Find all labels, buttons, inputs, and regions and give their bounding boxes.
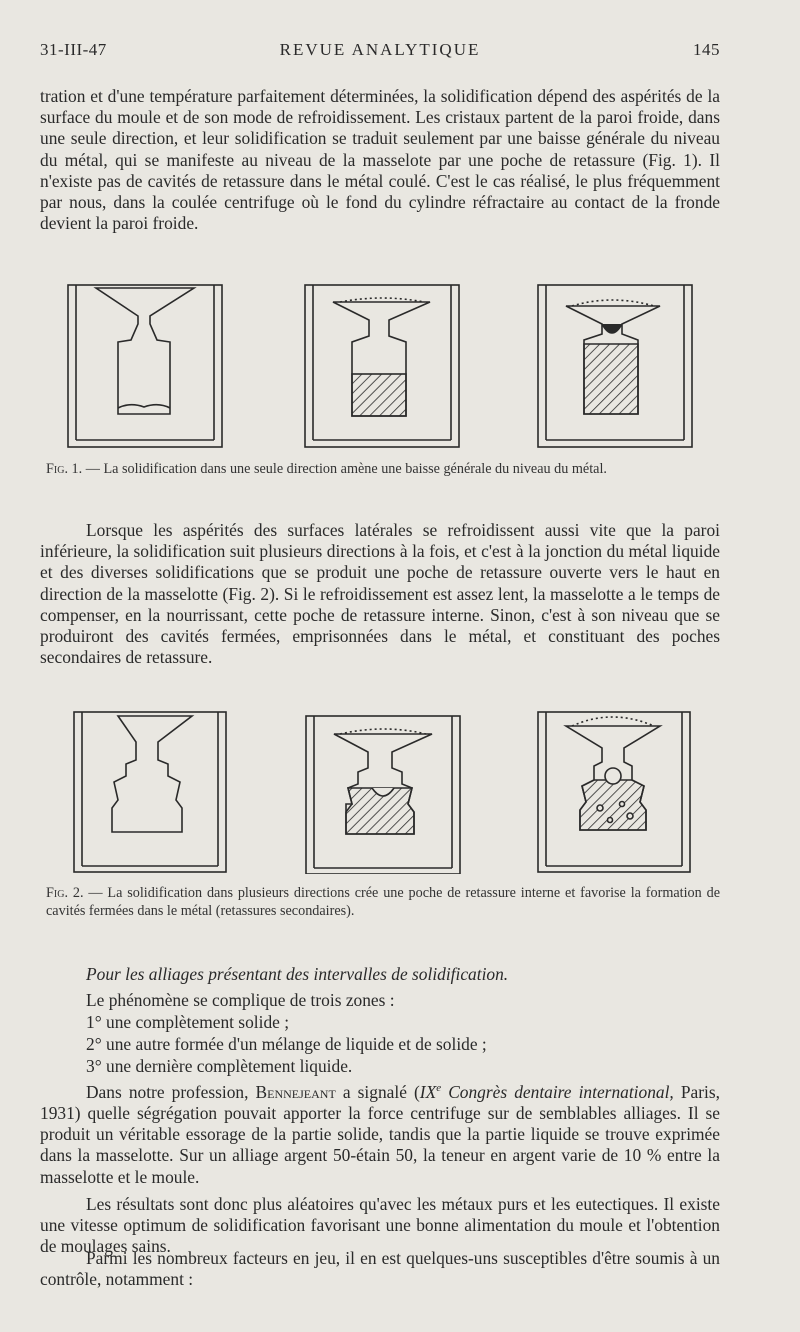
paragraph-bennejeant (40, 1078, 720, 1188)
journal-title: REVUE ANALYTIQUE (279, 40, 481, 59)
zone-3: 3° une dernière complètement liquide. (86, 1056, 353, 1076)
page-number: 145 (693, 40, 720, 59)
fig1-mold-1 (68, 285, 222, 447)
figure-1-caption (40, 460, 726, 478)
p4-ital-1: IX (419, 1081, 437, 1102)
figure-1 (0, 280, 800, 450)
fig1-mold-2 (305, 285, 459, 447)
section-title: Pour les alliages présentant des intervalles de solidification. (86, 964, 509, 984)
zone-1: 1° une complètement solide ; (86, 1012, 290, 1032)
fig1-label: Fig. 1. (46, 461, 83, 477)
fig1-mold-3 (538, 285, 692, 447)
header-date: 31-III-47 (40, 40, 107, 59)
p4-sup: e (436, 1082, 442, 1094)
figure-2 (0, 704, 800, 874)
fig2-mold-1 (74, 712, 226, 872)
paragraph-factors: Parmi les nombreux facteurs en jeu, il en est quelques-uns susceptibles d'être soumis à un contrôle, notamment : (40, 1248, 720, 1290)
zone-2: 2° une autre formée d'un mélange de liquide et de solide ; (86, 1034, 487, 1054)
fig2-mold-3 (538, 712, 690, 872)
author-name: Bennejeant (255, 1081, 336, 1102)
running-header (40, 40, 720, 64)
paragraph-results: Les résultats sont donc plus aléatoires qu'avec les métaux purs et les eutectiques. Il existe une vitesse optimum de solidification favorisant une bonne alimentation du moule et l'obtention de moulages sains. (40, 1194, 720, 1257)
p4-ital-2: Congrès dentaire international, (441, 1081, 674, 1102)
fig2-mold-2 (306, 716, 460, 874)
p4-text-b: a signalé ( (335, 1081, 420, 1102)
paragraph-intro: tration et d'une température parfaitement déterminées, la solidification dépend des aspérités de la surface du moule et de son mode de refroidissement. Les cristaux partent de la paroi froide, dans une seule direction, et leur solidification se traduit seulement par une baisse générale du niveau du métal, qui se manifeste au niveau de la masselote par une poche de retassure (Fig. 1). Il n'existe pas de cavités de retassure dans le métal coulé. C'est le cas réalisé, le plus fréquemment par nous, dans la coulée centrifuge où le fond du cylindre réfractaire au contact de la fronde devient la paroi froide. (40, 86, 720, 234)
p4-text-c: Paris, 1931) quelle ségrégation pouvait apporter la force centrifuge sur de semblables alliages. Il se produit un véritable essorage de la partie solide, tandis que la partie liquide se trouve exprimée dans la masselotte. Sur un alliage argent 50-étain 50, la teneur en argent varie de 10 % entre la masselotte et le moule. (40, 1081, 720, 1187)
fig1-text: — La solidification dans une seule direction amène une baisse générale du niveau du métal. (82, 461, 607, 477)
p4-text-a: Dans notre profession, (86, 1081, 256, 1102)
zones-intro: Le phénomène se complique de trois zones : (86, 990, 395, 1010)
paragraph-multi-direction: Lorsque les aspérités des surfaces latérales se refroidissent aussi vite que la paroi inférieure, la solidification suit plusieurs directions à la fois, et c'est à la jonction du métal liquide et des diverses solidifications que se produit une poche de retassure ouverte vers le haut en direction de la masselotte (Fig. 2). Si le refroidissement est assez lent, la masselotte a le temps de compenser, en la nourrissant, cette poche de retassure interne. Sinon, c'est à son niveau que se produiront des cavités fermées, emprisonnées dans le métal, et constituant des poches secondaires de retassure. (40, 520, 720, 668)
figure-2-caption (40, 884, 720, 920)
fig2-text: — La solidification dans plusieurs directions crée une poche de retassure interne et favorise la formation de cavités fermées dans le métal (retassures secondaires). (46, 885, 720, 919)
fig2-label: Fig. 2. (46, 885, 84, 901)
